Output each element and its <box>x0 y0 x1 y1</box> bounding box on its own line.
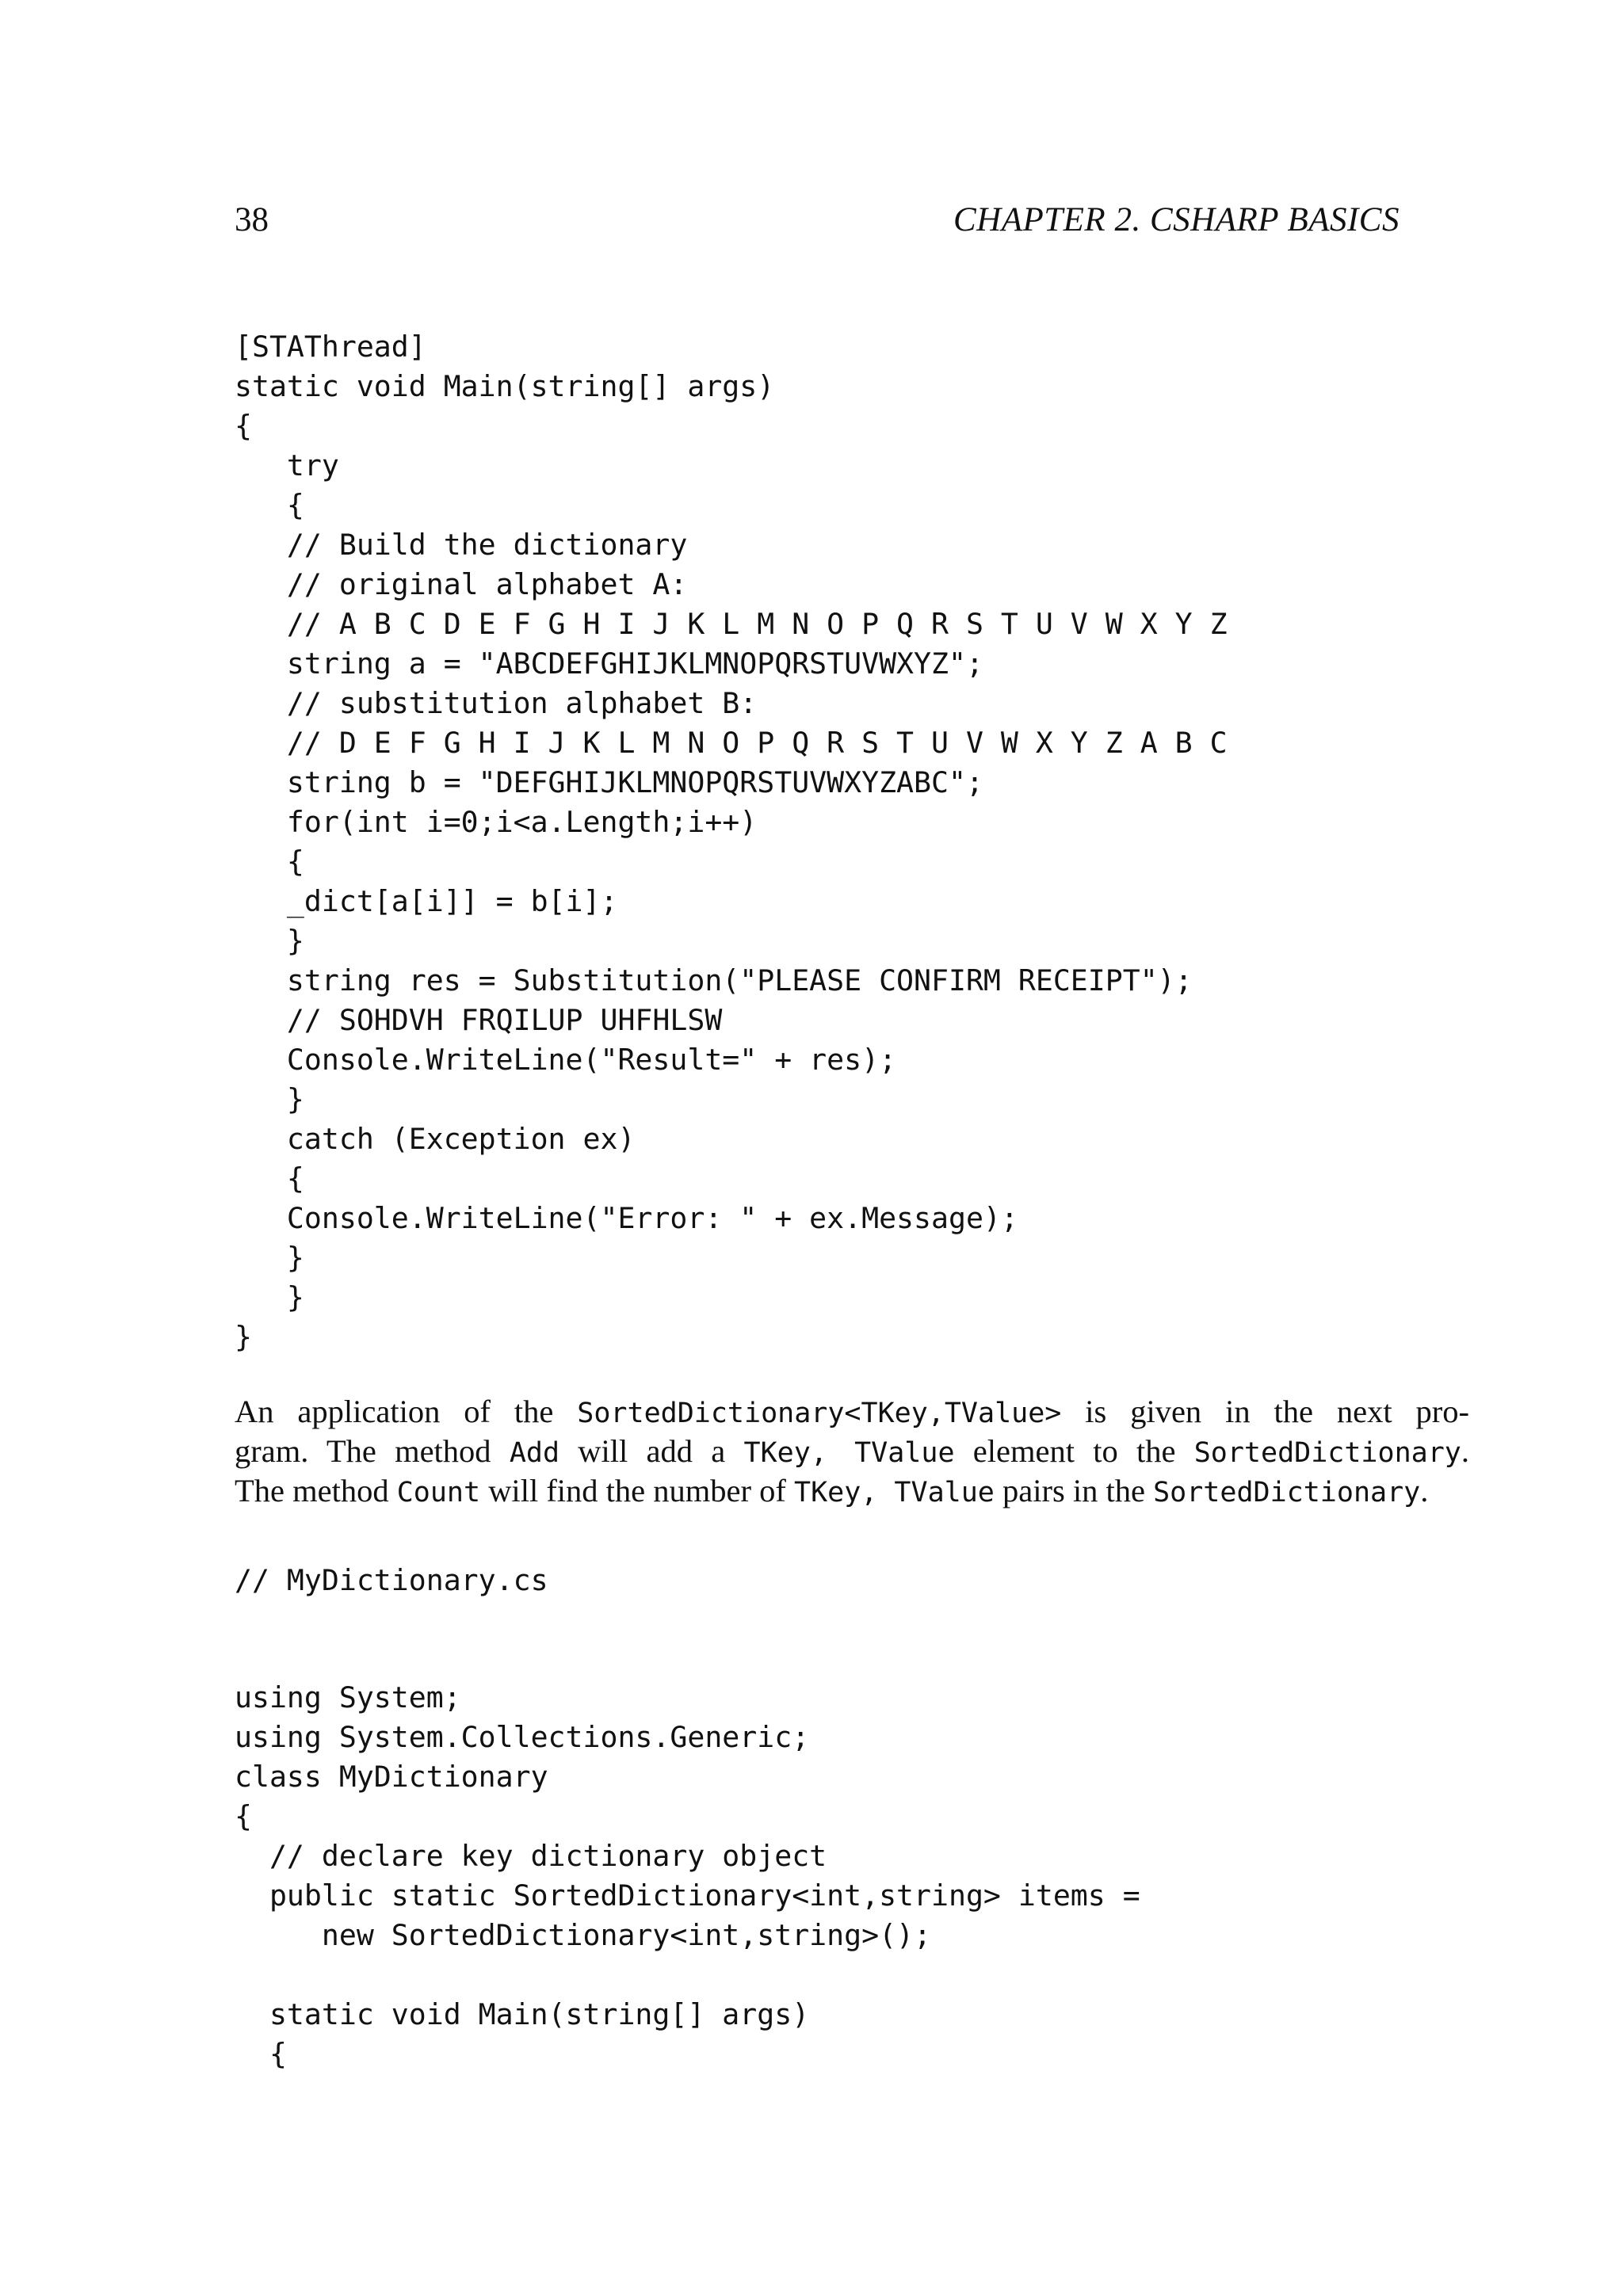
code-line: { <box>235 409 252 443</box>
code-line: // declare key dictionary object <box>235 1839 827 1873</box>
code-line: try <box>235 448 339 482</box>
paragraph-line <box>235 1471 1469 1511</box>
code-line: } <box>235 1082 304 1116</box>
body-paragraph <box>235 1392 1469 1511</box>
text-run: will find the number of <box>480 1473 794 1508</box>
text-run: element to the <box>954 1433 1194 1469</box>
code-line: { <box>235 2037 287 2071</box>
text-run: An application of the <box>235 1394 578 1429</box>
code-line: public static SortedDictionary<int,string> items = <box>235 1878 1140 1913</box>
text-run: is given in the next pro- <box>1061 1394 1469 1429</box>
code-block-main-method <box>235 327 1228 1357</box>
code-line: { <box>235 845 304 879</box>
code-line: { <box>235 1161 304 1196</box>
code-line: string b = "DEFGHIJKLMNOPQRSTUVWXYZABC"; <box>235 765 983 799</box>
inline-code: Add <box>509 1437 560 1469</box>
inline-code: TKey, TValue <box>743 1437 955 1469</box>
paragraph-line <box>235 1392 1469 1432</box>
code-block-using-directives <box>235 1678 809 1757</box>
text-run: gram. The method <box>235 1433 510 1469</box>
code-line: for(int i=0;i<a.Length;i++) <box>235 805 758 839</box>
code-line: { <box>235 488 304 522</box>
code-line: string a = "ABCDEFGHIJKLMNOPQRSTUVWXYZ"; <box>235 646 983 681</box>
code-line: using System.Collections.Generic; <box>235 1720 810 1754</box>
code-line <box>235 1955 1140 1995</box>
text-run: The method <box>235 1473 397 1508</box>
code-line: // D E F G H I J K L M N O P Q R S T U V W X Y Z A B C <box>235 726 1228 760</box>
code-line: using System; <box>235 1680 461 1714</box>
code-line: // MyDictionary.cs <box>235 1563 548 1597</box>
code-block-class-definition <box>235 1757 1140 2074</box>
inline-code: SortedDictionary <box>1193 1437 1461 1469</box>
code-line: catch (Exception ex) <box>235 1122 636 1156</box>
text-run: . <box>1461 1433 1469 1469</box>
code-line: } <box>235 1280 304 1314</box>
code-line: } <box>235 924 304 958</box>
code-line: { <box>235 1799 252 1833</box>
inline-code: Count <box>396 1477 481 1508</box>
inline-code: SortedDictionary <box>1153 1477 1421 1508</box>
code-line: // A B C D E F G H I J K L M N O P Q R S T U V W X Y Z <box>235 607 1228 641</box>
code-line: // substitution alphabet B: <box>235 686 758 720</box>
page-number: 38 <box>235 201 269 238</box>
inline-code: SortedDictionary<TKey,TValue> <box>577 1398 1062 1429</box>
code-line: new SortedDictionary<int,string>(); <box>235 1918 931 1952</box>
code-block-filename-comment <box>235 1561 548 1600</box>
code-line: class MyDictionary <box>235 1760 548 1794</box>
code-line: // SOHDVH FRQILUP UHFHLSW <box>235 1003 723 1037</box>
text-run: will add a <box>559 1433 744 1469</box>
code-line: // original alphabet A: <box>235 567 688 601</box>
text-run: pairs in the <box>994 1473 1154 1508</box>
code-line: // Build the dictionary <box>235 528 688 562</box>
code-line: static void Main(string[] args) <box>235 369 775 403</box>
code-line: _dict[a[i]] = b[i]; <box>235 884 618 918</box>
code-line: static void Main(string[] args) <box>235 1997 810 2031</box>
paragraph-line <box>235 1432 1469 1471</box>
code-line: string res = Substitution("PLEASE CONFIRM RECEIPT"); <box>235 963 1193 997</box>
text-run: . <box>1420 1473 1429 1508</box>
code-line: } <box>235 1320 252 1354</box>
code-line: Console.WriteLine("Result=" + res); <box>235 1043 897 1077</box>
code-line: Console.WriteLine("Error: " + ex.Message); <box>235 1201 1018 1235</box>
inline-code: TKey, TValue <box>794 1477 995 1508</box>
page-header <box>235 196 1400 244</box>
code-line: [STAThread] <box>235 330 426 364</box>
running-head: CHAPTER 2. CSHARP BASICS <box>953 201 1400 238</box>
code-line: } <box>235 1241 304 1275</box>
